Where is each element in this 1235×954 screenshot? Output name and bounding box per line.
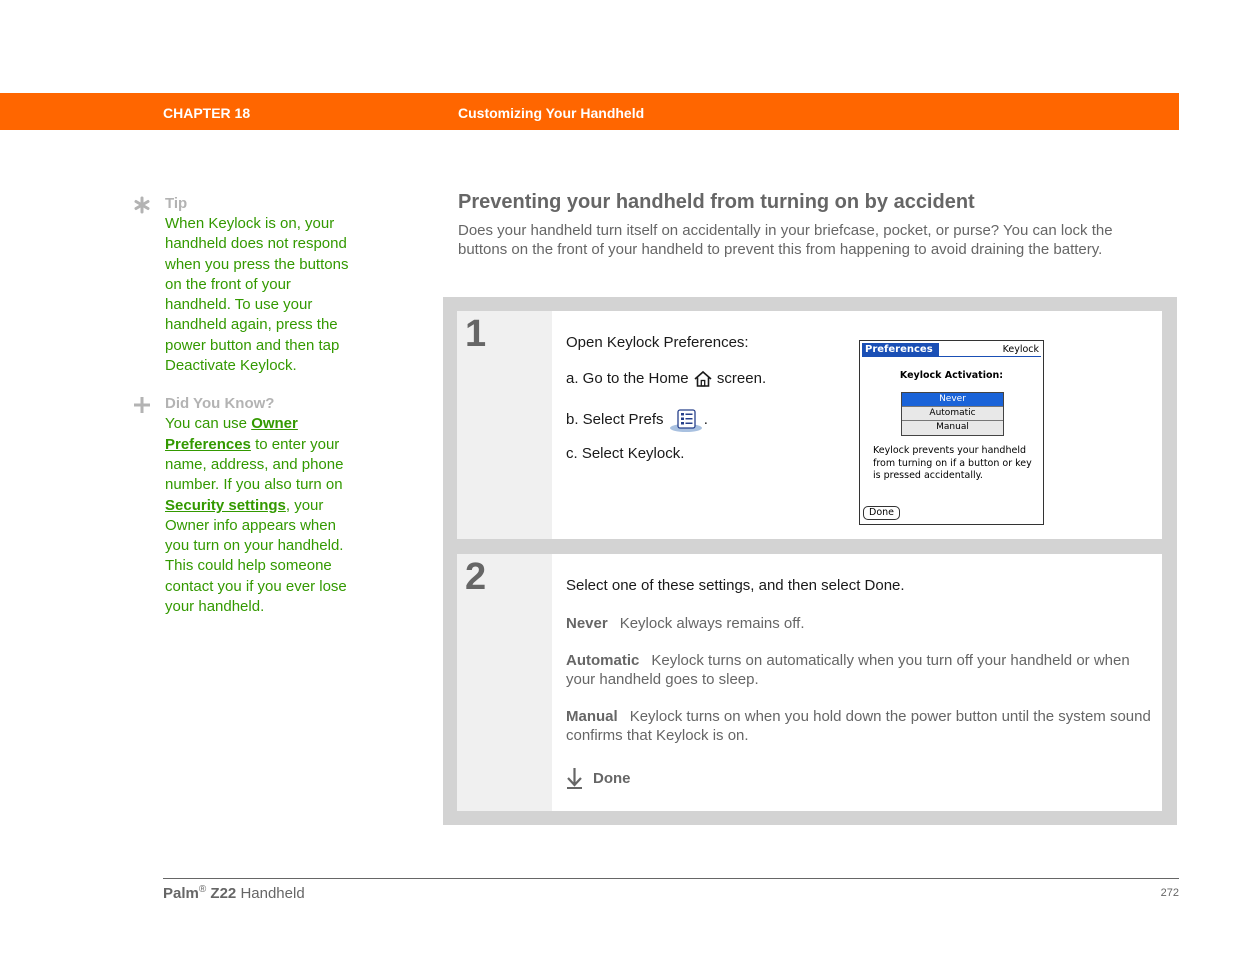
steps-container (443, 297, 1177, 825)
did-you-know-heading: Did You Know? (165, 395, 275, 413)
page-number: 272 (1160, 887, 1179, 899)
down-arrow-icon (566, 767, 583, 789)
chapter-title: Customizing Your Handheld (458, 105, 645, 121)
option-label: Manual (566, 708, 618, 725)
footer-product-name: Handheld (240, 885, 305, 902)
step-number: 1 (465, 313, 487, 355)
footer-model: Z22 (210, 885, 237, 902)
palm-message: Keylock prevents your handheld from turning on if a button or key is pressed accidentally. (873, 445, 1032, 481)
step-number-column (457, 311, 552, 539)
palm-option-automatic[interactable]: Automatic (902, 407, 1003, 421)
footer-reg-mark: ® (198, 884, 207, 895)
dyk-text-part: , your Owner info appears when you turn on your handheld. This could help someone contact you if you ever lose your handheld. (165, 496, 347, 616)
chapter-header-bar (0, 93, 1179, 130)
step-heading: Open Keylock Preferences: (566, 334, 749, 351)
option-manual (566, 707, 1151, 745)
option-label: Automatic (566, 652, 640, 669)
palm-activation-label: Keylock Activation: (899, 370, 1004, 381)
plus-icon (133, 396, 151, 414)
did-you-know-block (130, 394, 360, 617)
tip-text: When Keylock is on, your handheld does not respond when you press the buttons on the front of your handheld. To use your handheld again, press the power button and then tap Deactivate Keylock. (165, 215, 349, 375)
dyk-text-part: You can use (165, 415, 252, 433)
option-text: Keylock turns on automatically when you turn off your handheld or when your handheld goes to sleep. (566, 652, 1130, 688)
chapter-label: CHAPTER 18 (163, 105, 251, 121)
palm-done-button[interactable]: Done (863, 506, 900, 520)
step-item-a (566, 370, 766, 388)
intro-paragraph: Does your handheld turn itself on accidentally in your briefcase, pocket, or purse? You can lock the buttons on the front of your handheld to prevent this from happening to avoid draining the battery. (458, 222, 1113, 258)
dyk-text-part: to enter your name, address, and phone number. If you also turn on (165, 435, 344, 494)
option-text: Keylock always remains off. (619, 615, 805, 632)
done-label: Done (593, 769, 631, 787)
step-item-text: screen. (716, 370, 767, 387)
main-section (458, 189, 1158, 259)
step-number-column (457, 554, 552, 811)
step-number: 2 (465, 556, 487, 598)
footer-divider (163, 878, 1179, 879)
palm-title: Preferences (862, 343, 939, 357)
step-item-text: . (703, 410, 708, 428)
option-label: Never (566, 615, 608, 632)
tip-heading: Tip (165, 195, 188, 212)
palm-option-manual[interactable]: Manual (902, 421, 1003, 435)
done-marker (566, 767, 631, 789)
prefs-icon (668, 407, 704, 433)
step-2 (457, 554, 1162, 811)
step-1 (457, 311, 1162, 539)
footer-product (163, 884, 305, 902)
step-item-c: c. Select Keylock. (566, 445, 685, 462)
keylock-screen-image (859, 340, 1044, 525)
security-settings-link[interactable]: Security settings (165, 496, 286, 514)
step-item-text: a. Go to the Home (566, 370, 689, 387)
option-never (566, 614, 1151, 633)
sidebar (130, 194, 360, 617)
page-title: Preventing your handheld from turning on by accident (458, 191, 975, 213)
tip-block (130, 194, 360, 376)
home-icon (693, 370, 713, 388)
option-text: Keylock turns on when you hold down the power button until the system sound confirms that Keylock is on. (566, 708, 1151, 744)
did-you-know-text (165, 414, 360, 617)
step-item-b (566, 407, 708, 433)
owner-preferences-link[interactable]: Owner Preferences (165, 415, 298, 453)
step-heading: Select one of these settings, and then select Done. (566, 577, 905, 594)
asterisk-icon (133, 196, 151, 214)
footer-brand: Palm (163, 885, 199, 902)
option-automatic (566, 651, 1151, 689)
step-item-text: b. Select Prefs (566, 410, 664, 428)
palm-option-list (901, 392, 1004, 436)
palm-panel-name: Keylock (1002, 344, 1039, 355)
palm-option-never[interactable]: Never (902, 393, 1003, 407)
